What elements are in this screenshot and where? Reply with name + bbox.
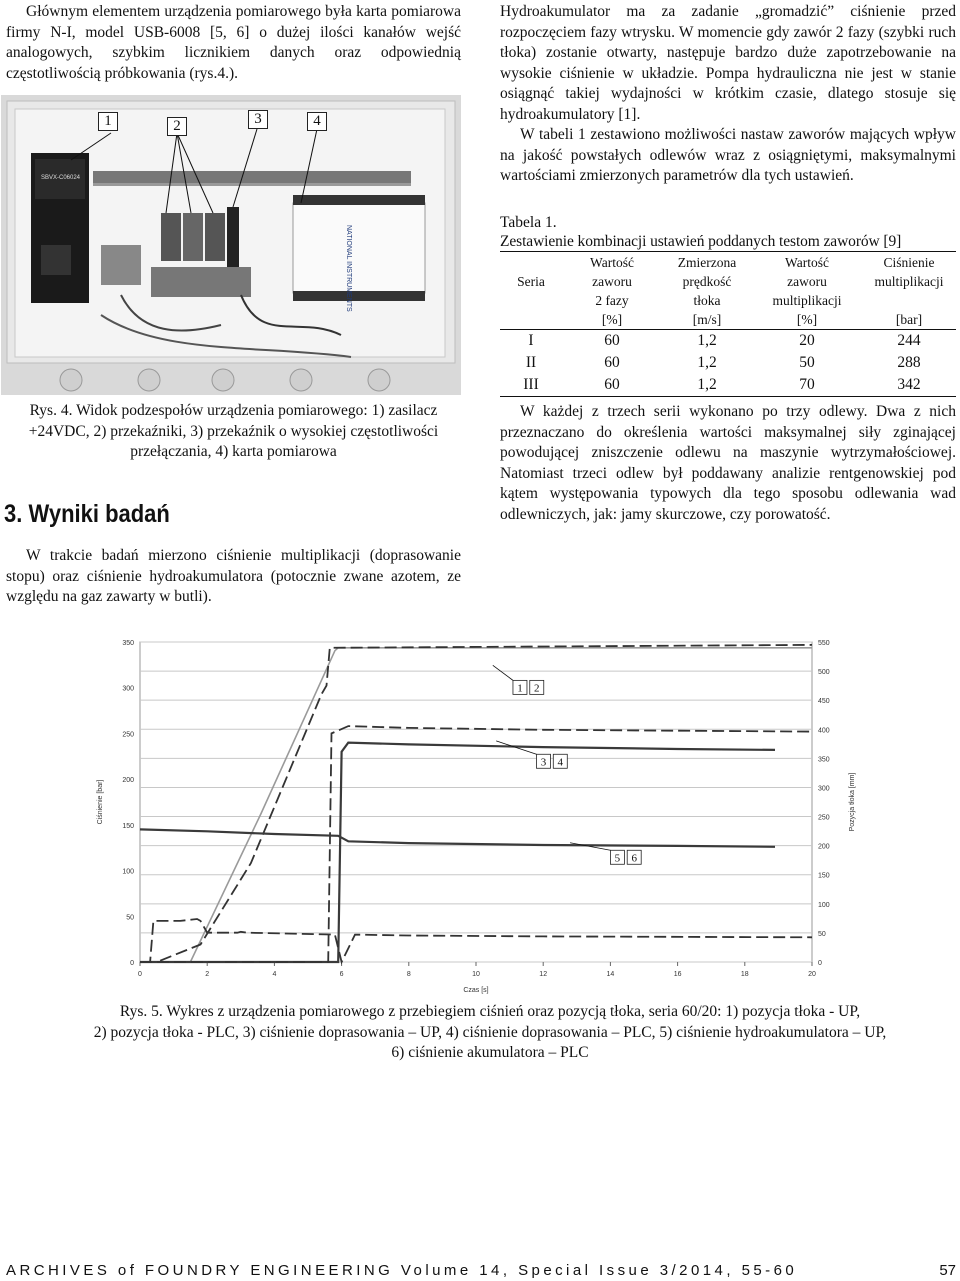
cell-value: 60 (604, 354, 620, 371)
table-row (500, 330, 956, 353)
x-tick-label: 8 (406, 971, 411, 978)
header-seria: Seria (517, 274, 545, 289)
annotation-label: 6 (631, 852, 637, 865)
header-unit-col3: [%] (752, 310, 862, 330)
y2-tick-label: 100 (818, 901, 830, 909)
x-tick-label: 16 (673, 971, 682, 978)
y-tick-label: 350 (122, 640, 134, 647)
x-tick-label: 6 (339, 971, 344, 978)
cell-value: 20 (799, 332, 815, 349)
pressure-position-chart (90, 630, 890, 1000)
cell-seria: I (528, 332, 534, 349)
section-heading: 3. Wyniki badań (4, 500, 170, 528)
x-tick-label: 18 (740, 971, 749, 978)
photo-label-1: 1 (98, 112, 118, 131)
header-col1-line2: zaworu (592, 274, 632, 289)
card-brand: NATIONAL INSTRUMENTS (345, 225, 352, 312)
header-unit-col4: [bar] (862, 310, 956, 330)
annotation-label: 2 (534, 682, 540, 695)
y-tick-label: 150 (122, 822, 134, 830)
plot-area (140, 642, 812, 962)
figure-5-caption-line: Rys. 5. Wykres z urządzenia pomiarowego z przebiegiem ciśnień oraz pozycją tłoka, seria 60/20: 1) pozycja tłoka - UP, (119, 1003, 861, 1020)
y2-tick-label: 550 (818, 640, 830, 647)
measurement-device-photo (1, 95, 461, 395)
figure-5-caption (60, 1002, 920, 1064)
header-col1-line3: 2 fazy (595, 293, 629, 308)
x-tick-label: 2 (205, 971, 210, 978)
annotation-label: 3 (540, 756, 547, 769)
photo-illustration (1, 95, 461, 395)
cell-value: 288 (897, 354, 921, 371)
body-paragraph: W każdej z trzech serii wykonano po trzy odlewy. Dwa z nich przeznaczano do określenia wartości maksymalnej siły zginającej powodującej zniszczenie odlewu na maszynie wytrzymałościowej. Natomiast trzeci odlew był poddawany analizie rentgenowskiej pod kątem występowania typowych dla tego sposobu odlewania wad odlewniczych, jak: jamy skurczowe, czy porowatość. (500, 403, 956, 523)
y2-tick-label: 450 (818, 698, 830, 706)
header-col1-line1: Wartość (590, 255, 634, 270)
header-col4-line1: Ciśnienie (883, 255, 935, 270)
header-unit-col2: [m/s] (662, 310, 752, 330)
table-row (500, 352, 956, 374)
header-col3-line3: multiplikacji (772, 293, 842, 308)
cell-seria: II (525, 354, 537, 371)
y-tick-label: 50 (126, 914, 134, 922)
y-tick-label: 250 (122, 731, 134, 739)
y2-tick-label: 350 (818, 756, 830, 764)
y-tick-label: 300 (122, 685, 134, 693)
cell-seria: III (500, 374, 562, 397)
body-paragraph: W trakcie badań mierzono ciśnienie multiplikacji (doprasowanie stopu) oraz ciśnienie hydroakumulatora (potocznie zwane azotem, ze względu na gaz zawarty w butli). (6, 547, 461, 605)
cell-value: 60 (562, 374, 662, 397)
y-tick-label: 0 (130, 960, 134, 967)
x-axis-label: Czas [s] (463, 987, 489, 994)
x-tick-label: 10 (472, 971, 480, 978)
y2-tick-label: 250 (818, 814, 830, 822)
y2-tick-label: 300 (818, 785, 830, 793)
y-tick-label: 100 (122, 868, 134, 876)
header-col3-line2: zaworu (787, 274, 827, 289)
photo-label-2: 2 (167, 117, 187, 136)
annotation-label: 5 (614, 852, 621, 865)
y2-tick-label: 0 (818, 960, 822, 967)
figure-4-caption: Rys. 4. Widok podzespołów urządzenia pomiarowego: 1) zasilacz +24VDC, 2) przekaźniki, 3) przekaźnik o wysokiej częstotliwości przełączania, 4) karta pomiarowa (28, 402, 439, 460)
body-paragraph: Głównym elementem urządzenia pomiarowego była karta pomiarowa firmy N-I, model USB-6008 [5, 6] o dużej ilości kanałów wejść analogowych, szybkim licznikiem danych oraz odpowiednią częstotliwością próbkowania (rys.4.). (6, 3, 461, 82)
annotation-label: 1 (517, 682, 523, 695)
header-col2-line1: Zmierzona (677, 255, 737, 270)
cell-value: 70 (752, 374, 862, 397)
annotation-label: 4 (557, 756, 564, 769)
body-paragraph: Hydroakumulator ma za zadanie „gromadzić” ciśnienie przed rozpoczęciem fazy wtrysku. W momencie gdy zawór 2 fazy (szybki ruch tłoka) zostanie otwarty, następuje bardzo duże zapotrzebowanie na wysokie ciśnienie w układzie. Pompa hydrauliczna nie jest w stanie osiągnąć takiej wydajności w krótkim czasie, dlatego stosuje się hydroakumulatory [1]. (500, 3, 956, 123)
right-column-text (500, 2, 956, 187)
x-tick-label: 20 (808, 971, 816, 978)
x-tick-label: 12 (539, 971, 548, 978)
header-col3-line1: Wartość (785, 255, 829, 270)
y-tick-label: 200 (122, 777, 134, 785)
y2-axis-label: Pozycja tłoka [mm] (849, 772, 856, 832)
y2-tick-label: 500 (818, 669, 830, 677)
header-col2-line3: tłoka (693, 293, 721, 308)
body-paragraph: W tabeli 1 zestawiono możliwości nastaw zaworów mających wpływ na jakość powstałych odlewów wraz z osiągniętymi, maksymalnymi wartościami zmierzonych parametrów dla tych ustawień. (500, 126, 956, 184)
y2-tick-label: 200 (818, 843, 830, 851)
photo-label-3: 3 (248, 110, 268, 129)
cell-value: 1,2 (697, 332, 717, 349)
x-tick-label: 0 (138, 971, 142, 978)
results-table (500, 253, 956, 397)
table-subtitle: Zestawienie kombinacji ustawień poddanych testom zaworów [9] (500, 232, 956, 252)
journal-footer: ARCHIVES of FOUNDRY ENGINEERING Volume 14, Special Issue 3/2014, 55-60 (6, 1262, 798, 1279)
cell-value: 60 (604, 332, 620, 349)
psu-label: SBVX-C06024 (41, 175, 81, 181)
y-axis-label: Ciśnienie [bar] (97, 779, 104, 825)
cell-value: 1,2 (662, 374, 752, 397)
y2-tick-label: 50 (818, 930, 826, 938)
y2-tick-label: 150 (818, 872, 830, 880)
cell-value: 1,2 (697, 354, 717, 371)
header-col4-line2: multiplikacji (874, 274, 944, 289)
cell-value: 50 (799, 354, 815, 371)
y2-tick-label: 400 (818, 727, 830, 735)
table-title: Tabela 1. (500, 214, 557, 231)
photo-label-4: 4 (307, 112, 327, 131)
table-row (500, 374, 956, 397)
x-tick-label: 4 (272, 971, 277, 978)
cell-value: 342 (862, 374, 956, 397)
chart-svg (90, 630, 890, 1000)
x-tick-label: 14 (606, 971, 615, 978)
table-1 (500, 213, 956, 397)
cell-value: 244 (897, 332, 921, 349)
figure-5-caption-line: 2) pozycja tłoka - PLC, 3) ciśnienie doprasowania – UP, 4) ciśnienie doprasowania – PLC, 5) ciśnienie hydroakumulatora – UP, (93, 1023, 887, 1041)
page-number: 57 (939, 1262, 956, 1279)
header-unit-col1: [%] (562, 310, 662, 330)
figure-5-caption-line: 6) ciśnienie akumulatora – PLC (391, 1044, 589, 1061)
header-col2-line2: prędkość (682, 274, 732, 289)
